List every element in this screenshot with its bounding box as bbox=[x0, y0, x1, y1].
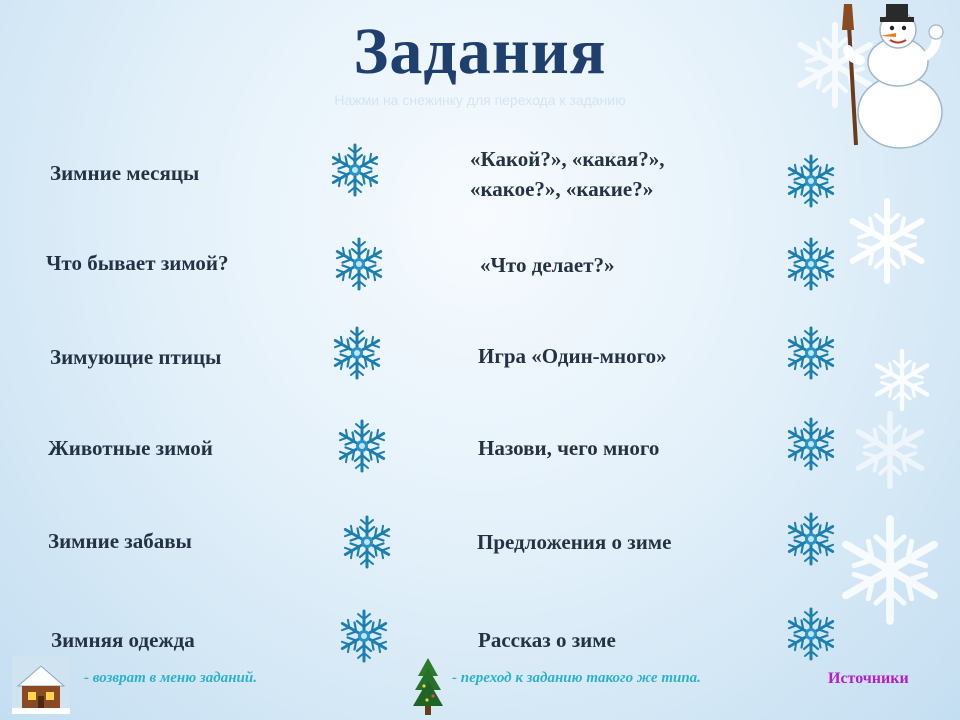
task-label: Что бывает зимой? bbox=[46, 251, 229, 275]
snowflake-icon[interactable] bbox=[326, 141, 384, 199]
task-label: Рассказ о зиме bbox=[478, 628, 616, 652]
task-label: Зимующие птицы bbox=[50, 345, 222, 369]
snowflake-icon[interactable] bbox=[782, 152, 840, 210]
snowflake-icon[interactable] bbox=[338, 513, 396, 571]
background-snowflake-icon bbox=[840, 400, 940, 500]
snowflake-icon[interactable] bbox=[335, 607, 393, 665]
page-title: Задания bbox=[353, 15, 607, 88]
snowflake-icon[interactable] bbox=[333, 417, 391, 475]
page-subtitle: Нажми на снежинку для перехода к заданию bbox=[334, 92, 626, 108]
task-label: Назови, чего много bbox=[478, 436, 660, 460]
task-label: Игра «Один-много» bbox=[478, 344, 667, 368]
tree-icon[interactable] bbox=[412, 656, 444, 716]
task-label: Зимние забавы bbox=[48, 529, 192, 553]
task-label: «Что делает?» bbox=[480, 253, 615, 277]
snowflake-icon[interactable] bbox=[328, 324, 386, 382]
task-label: «Какой?», «какая?», «какое?», «какие?» bbox=[470, 147, 665, 201]
background-snowflake-icon bbox=[820, 500, 960, 640]
snowflake-icon[interactable] bbox=[782, 510, 840, 568]
sources-link[interactable]: Источники bbox=[828, 670, 909, 687]
task-label: Предложения о зиме bbox=[477, 530, 672, 554]
task-label: Зимние месяцы bbox=[50, 161, 200, 185]
background-snowflake-icon bbox=[832, 186, 942, 296]
snowflake-icon[interactable] bbox=[330, 235, 388, 293]
task-label: Животные зимой bbox=[48, 436, 213, 460]
snowflake-icon[interactable] bbox=[782, 324, 840, 382]
return-hint: - возврат в меню заданий. bbox=[84, 670, 257, 686]
next-task-hint: - переход к заданию такого же типа. bbox=[452, 670, 701, 686]
task-label: Зимняя одежда bbox=[51, 628, 195, 652]
snowflake-icon[interactable] bbox=[782, 235, 840, 293]
house-icon[interactable] bbox=[12, 656, 70, 714]
snowflake-icon[interactable] bbox=[782, 415, 840, 473]
snowflake-icon[interactable] bbox=[782, 605, 840, 663]
